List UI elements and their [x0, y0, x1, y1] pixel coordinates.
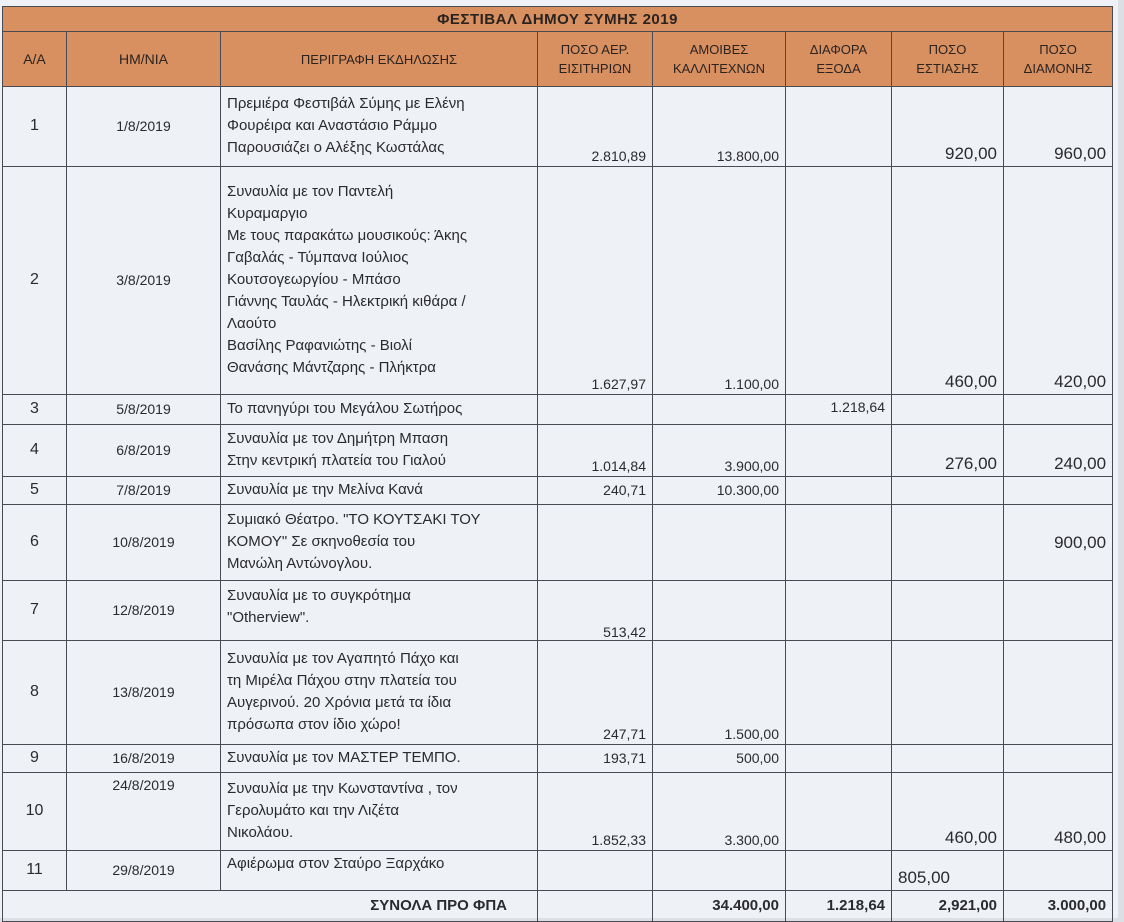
row-catering: [892, 505, 1004, 581]
row-tickets: 2.810,89: [538, 87, 653, 167]
row-tickets: 247,71: [538, 641, 653, 745]
totals-fees: 34.400,00: [653, 891, 786, 922]
row-misc: [786, 87, 892, 167]
row-tickets: 1.852,33: [538, 773, 653, 851]
row-description: Συναυλία με τον Παντελή Κυραμαργιο Με τους παρακάτω μουσικούς: Άκης Γαβαλάς - Τύμπανα Ιούλιος Κουτσογεωργίου - Μπάσο Γιάννης Ταυλάς - Ηλεκτρική κιθάρα / Λαούτο Βασίλης Ραφανιώτης - Βιολί Θανάσης Μάντζαρης - Πλήκτρα: [221, 167, 538, 395]
totals-accommodation: 3.000,00: [1004, 891, 1113, 922]
row-description: Συναυλία με το συγκρότημα "Otherview".: [221, 581, 538, 641]
row-tickets: 1.627,97: [538, 167, 653, 395]
header-catering: ΠΟΣΟ ΕΣΤΙΑΣΗΣ: [892, 32, 1004, 87]
row-misc: [786, 745, 892, 773]
row-aa: 2: [3, 167, 67, 395]
row-description: Συμιακό Θέατρο. "ΤΟ ΚΟΥΤΣΑΚΙ ΤΟΥ ΚΟΜΟΥ" Σε σκηνοθεσία του Μανώλη Αντώνογλου.: [221, 505, 538, 581]
row-catering: [892, 641, 1004, 745]
row-fees: 10.300,00: [653, 477, 786, 505]
row-aa: 1: [3, 87, 67, 167]
row-date: 10/8/2019: [67, 505, 221, 581]
table-row: [3, 477, 1113, 505]
table-row: [3, 581, 1113, 641]
row-date: 5/8/2019: [67, 395, 221, 425]
row-tickets: 1.014,84: [538, 425, 653, 477]
row-tickets: [538, 395, 653, 425]
row-accommodation: 420,00: [1004, 167, 1113, 395]
row-fees: [653, 395, 786, 425]
row-catering: [892, 477, 1004, 505]
table-row: [3, 505, 1113, 581]
row-accommodation: [1004, 641, 1113, 745]
header-description: ΠΕΡΙΓΡΑΦΗ ΕΚΔΗΛΩΣΗΣ: [221, 32, 538, 87]
row-description: Πρεμιέρα Φεστιβάλ Σύμης με Ελένη Φουρέιρα και Αναστάσιο Ράμμο Παρουσιάζει ο Αλέξης Κωστάλας: [221, 87, 538, 167]
row-date: 29/8/2019: [67, 851, 221, 891]
row-catering: 460,00: [892, 167, 1004, 395]
header-aa: Α/Α: [3, 32, 67, 87]
row-tickets: 513,42: [538, 581, 653, 641]
row-fees: 500,00: [653, 745, 786, 773]
row-catering: [892, 395, 1004, 425]
header-row: [3, 32, 1113, 87]
table-row: [3, 745, 1113, 773]
table-row: [3, 425, 1113, 477]
row-fees: [653, 851, 786, 891]
row-accommodation: [1004, 745, 1113, 773]
row-misc: [786, 505, 892, 581]
row-aa: 3: [3, 395, 67, 425]
row-date: 7/8/2019: [67, 477, 221, 505]
row-misc: [786, 477, 892, 505]
row-date: 6/8/2019: [67, 425, 221, 477]
row-accommodation: 900,00: [1004, 505, 1113, 581]
row-tickets: [538, 851, 653, 891]
row-date: 13/8/2019: [67, 641, 221, 745]
row-description: Συναυλία με την Κωνσταντίνα , τον Γερολυμάτο και την Λιζέτα Νικολάου.: [221, 773, 538, 851]
totals-row: [3, 891, 1113, 922]
table-row: [3, 773, 1113, 851]
row-misc: [786, 581, 892, 641]
row-catering: 276,00: [892, 425, 1004, 477]
table-row: [3, 167, 1113, 395]
table-row: [3, 851, 1113, 891]
row-description: Αφιέρωμα στον Σταύρο Ξαρχάκο: [221, 851, 538, 891]
header-tickets: ΠΟΣΟ ΑΕΡ. ΕΙΣΙΤΗΡΙΩΝ: [538, 32, 653, 87]
row-tickets: 240,71: [538, 477, 653, 505]
row-description: Το πανηγύρι του Μεγάλου Σωτήρος: [221, 395, 538, 425]
row-aa: 4: [3, 425, 67, 477]
row-misc: [786, 641, 892, 745]
row-date: 1/8/2019: [67, 87, 221, 167]
header-date: ΗΜ/ΝΙΑ: [67, 32, 221, 87]
row-fees: 1.500,00: [653, 641, 786, 745]
row-misc: [786, 851, 892, 891]
row-description: Συναυλία με τον Αγαπητό Πάχο και τη Μιρέλα Πάχου στην πλατεία του Αυγερινού. 20 Χρόνια μετά τα ίδια πρόσωπα στον ίδιο χώρο!: [221, 641, 538, 745]
row-description: Συναυλία με την Μελίνα Κανά: [221, 477, 538, 505]
row-fees: 3.900,00: [653, 425, 786, 477]
table-row: [3, 641, 1113, 745]
row-fees: [653, 505, 786, 581]
row-aa: 6: [3, 505, 67, 581]
row-misc: [786, 773, 892, 851]
totals-catering: 2,921,00: [892, 891, 1004, 922]
row-catering: 920,00: [892, 87, 1004, 167]
row-catering: 805,00: [892, 851, 1004, 891]
row-aa: 9: [3, 745, 67, 773]
row-misc: [786, 167, 892, 395]
row-fees: 13.800,00: [653, 87, 786, 167]
row-tickets: [538, 505, 653, 581]
totals-label: ΣΥΝΟΛΑ ΠΡΟ ΦΠΑ: [3, 891, 538, 922]
totals-tickets: [538, 891, 653, 922]
row-tickets: 193,71: [538, 745, 653, 773]
row-misc: [786, 425, 892, 477]
row-description: Συναυλία με τον Δημήτρη Μπαση Στην κεντρική πλατεία του Γιαλού: [221, 425, 538, 477]
row-date: 16/8/2019: [67, 745, 221, 773]
row-catering: [892, 745, 1004, 773]
row-catering: 460,00: [892, 773, 1004, 851]
row-accommodation: 240,00: [1004, 425, 1113, 477]
row-accommodation: [1004, 851, 1113, 891]
festival-expenses-table: [2, 6, 1113, 922]
row-accommodation: [1004, 395, 1113, 425]
row-date: 3/8/2019: [67, 167, 221, 395]
row-description: Συναυλία με τον ΜΑΣΤΕΡ ΤΕΜΠΟ.: [221, 745, 538, 773]
row-date: 24/8/2019: [67, 773, 221, 851]
row-accommodation: 480,00: [1004, 773, 1113, 851]
header-fees: ΑΜΟΙΒΕΣ ΚΑΛΛΙΤΕΧΝΩΝ: [653, 32, 786, 87]
row-aa: 8: [3, 641, 67, 745]
title-row: [3, 7, 1113, 32]
row-aa: 5: [3, 477, 67, 505]
row-fees: 3.300,00: [653, 773, 786, 851]
row-accommodation: [1004, 477, 1113, 505]
row-date: 12/8/2019: [67, 581, 221, 641]
table-row: [3, 87, 1113, 167]
row-accommodation: [1004, 581, 1113, 641]
row-catering: [892, 581, 1004, 641]
table-row: [3, 395, 1113, 425]
row-aa: 7: [3, 581, 67, 641]
header-accommodation: ΠΟΣΟ ΔΙΑΜΟΝΗΣ: [1004, 32, 1113, 87]
header-misc: ΔΙΑΦΟΡΑ ΕΞΟΔΑ: [786, 32, 892, 87]
totals-misc: 1.218,64: [786, 891, 892, 922]
row-fees: 1.100,00: [653, 167, 786, 395]
row-aa: 11: [3, 851, 67, 891]
row-aa: 10: [3, 773, 67, 851]
row-fees: [653, 581, 786, 641]
row-accommodation: 960,00: [1004, 87, 1113, 167]
row-misc: 1.218,64: [786, 395, 892, 425]
table-title: ΦΕΣΤΙΒΑΛ ΔΗΜΟΥ ΣΥΜΗΣ 2019: [3, 7, 1113, 32]
